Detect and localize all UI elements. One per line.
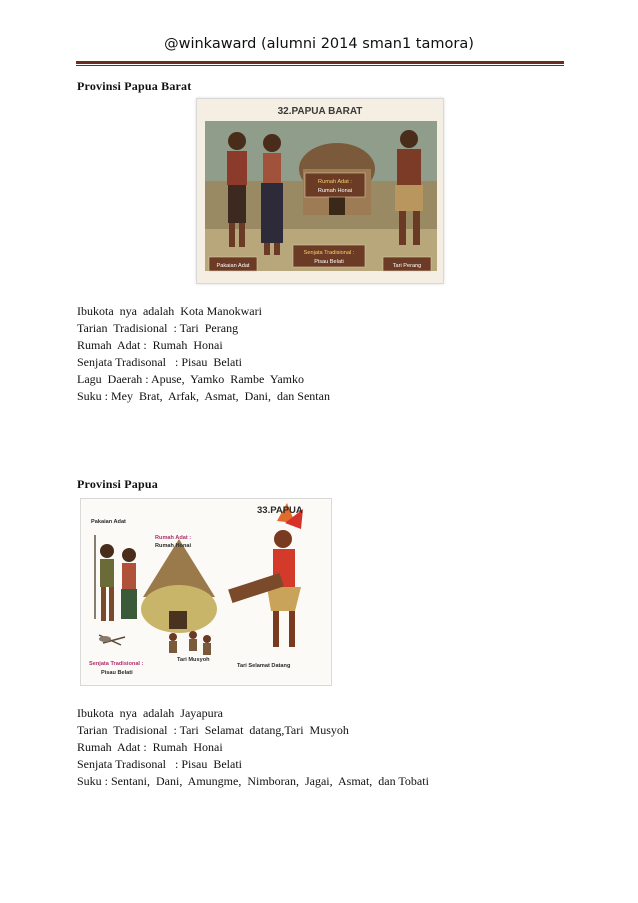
page-header: @winkaward (alumni 2014 sman1 tamora) bbox=[164, 36, 474, 52]
label-tari-selamat-datang: Tari Selamat Datang bbox=[237, 663, 291, 669]
text-line: Ibukota nya adalah Jayapura bbox=[77, 706, 223, 720]
text-line: Senjata Tradisonal : Pisau Belati bbox=[77, 757, 242, 772]
text-line: Suku : Mey Brat, Arfak, Asmat, Dani, dan Sentan bbox=[77, 389, 330, 404]
text-line: Rumah Adat : Rumah Honai bbox=[77, 338, 223, 353]
text-line: Tarian Tradisional : Tari Perang bbox=[77, 321, 239, 336]
text-line: Lagu Daerah : Apuse, Yamko Rambe Yamko bbox=[77, 372, 304, 387]
text-line: Suku : Sentani, Dani, Amungme, Nimboran, Jagai, Asmat, dan Tobati bbox=[77, 774, 429, 789]
label-pakaian-adat: Pakaian Adat bbox=[91, 519, 126, 525]
section-heading-papua: Provinsi Papua bbox=[77, 477, 158, 491]
text-line: Rumah Adat : Rumah Honai bbox=[77, 740, 223, 755]
illustration-title: 33.PAPUA bbox=[257, 505, 303, 516]
header-rule-thick bbox=[76, 61, 564, 64]
header-rule-thin bbox=[76, 65, 564, 66]
label-pisau-belati: Pisau Belati bbox=[101, 670, 133, 676]
label-rumah-honai: Rumah Honai bbox=[155, 543, 192, 549]
papua-barat-illustration bbox=[196, 98, 444, 284]
label-rumah-adat: Rumah Adat : bbox=[155, 535, 192, 541]
label-pakaian-adat: Pakaian Adat bbox=[216, 263, 250, 269]
text-line: Ibukota nya adalah Kota Manokwari bbox=[77, 304, 262, 318]
text-line: Senjata Tradisonal : Pisau Belati bbox=[77, 355, 242, 370]
label-rumah-honai: Rumah Honai bbox=[317, 188, 353, 194]
section-text-papua-barat bbox=[77, 303, 330, 406]
label-tari-musyoh: Tari Musyoh bbox=[177, 657, 210, 663]
label-tari-perang: Tari Perang bbox=[392, 263, 422, 269]
label-senjata: Senjata Tradisional : bbox=[303, 250, 355, 256]
label-rumah-adat: Rumah Adat : bbox=[318, 179, 352, 185]
label-senjata: Senjata Tradisional : bbox=[89, 661, 144, 667]
label-pisau-belati: Pisau Belati bbox=[314, 259, 344, 265]
illustration-title: 32.PAPUA BARAT bbox=[277, 106, 363, 117]
text-line: Tarian Tradisional : Tari Selamat datang,Tari Musyoh bbox=[77, 723, 349, 738]
section-text-papua bbox=[77, 705, 429, 790]
section-heading-papua-barat: Provinsi Papua Barat bbox=[77, 79, 192, 93]
papua-illustration bbox=[80, 498, 332, 686]
